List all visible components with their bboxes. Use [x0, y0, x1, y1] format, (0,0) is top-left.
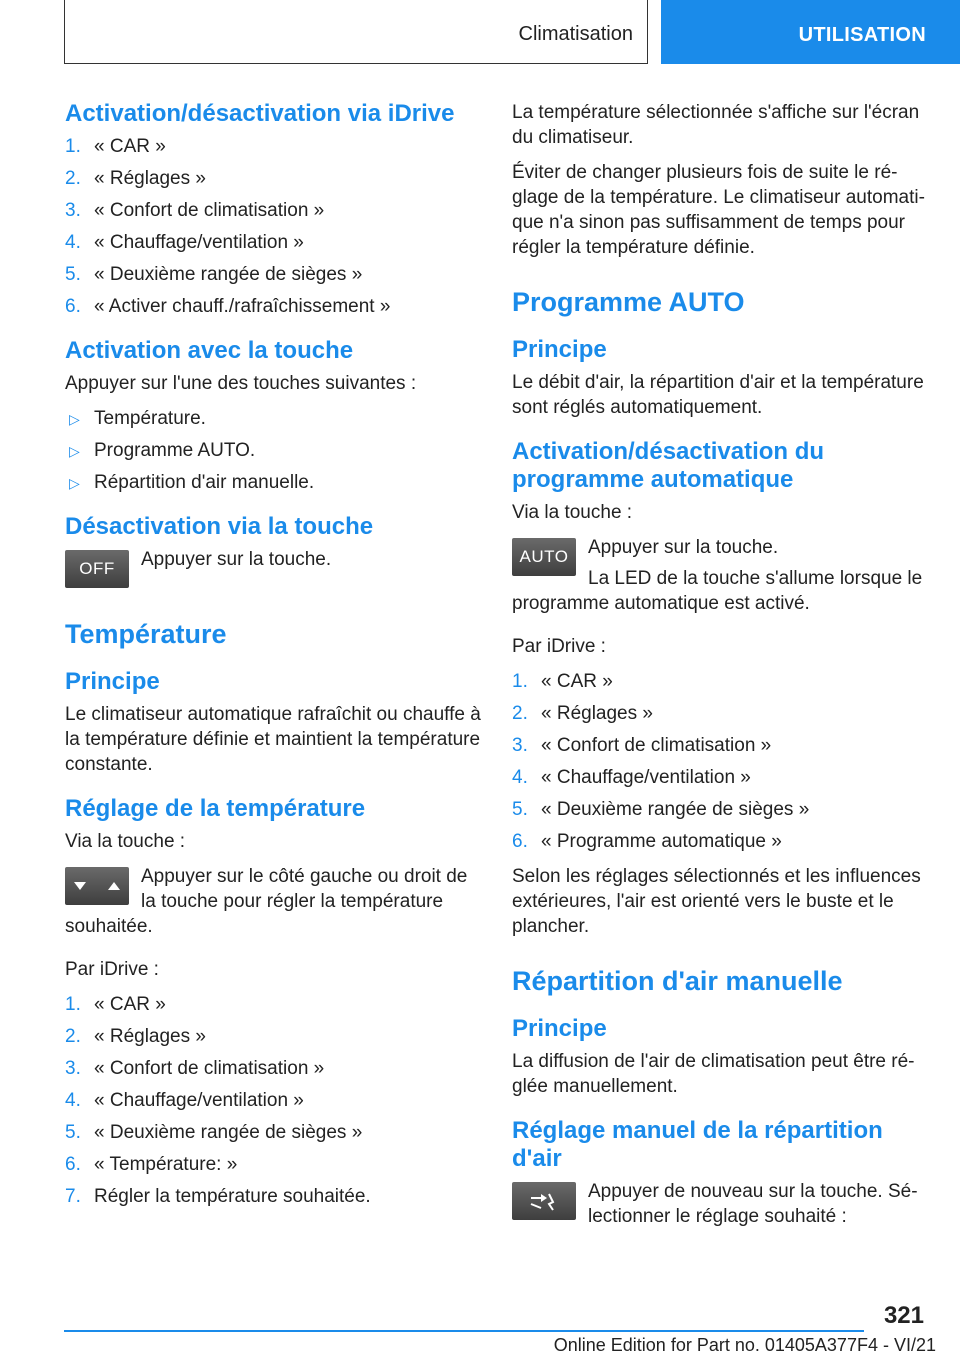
list-item-text: « Confort de climatisation » [541, 735, 772, 756]
idrive-steps-list [65, 134, 483, 319]
list-item [65, 406, 483, 431]
paragraph-diffusion: La diffusion de l'air de climatisation peut être réglée manuellement. [512, 1051, 915, 1097]
list-item-text: Régler la température souhaitée. [94, 1186, 371, 1207]
triangle-bullet-icon: ▷ [69, 411, 80, 427]
triangle-bullet-icon: ▷ [69, 475, 80, 491]
heading-temperature: Température [65, 619, 227, 649]
list-number: 3. [65, 200, 81, 221]
list-item-text: « CAR » [541, 671, 613, 692]
paragraph-arrows-b: souhaitée. [65, 916, 153, 937]
list-number: 5. [65, 1122, 81, 1143]
paragraph-temp-display: La température sélectionnée s'affiche sur l'écran du climatiseur. [512, 102, 920, 148]
list-number: 1. [65, 994, 81, 1015]
heading-reglage-manuel: Réglage manuel de la répartition d'air [512, 1117, 883, 1172]
list-item [65, 294, 483, 319]
list-number: 2. [65, 168, 81, 189]
list-item-text: « Chauffage/ventilation » [94, 1090, 304, 1111]
paragraph-auto-led-b: programme automatique est activé. [512, 593, 810, 614]
list-number: 2. [65, 1026, 81, 1047]
list-number: 4. [512, 767, 528, 788]
list-item [65, 1056, 483, 1081]
paragraph-selon: Selon les réglages sélectionnés et les influences extérieures, l'air est orienté vers le buste et le plancher. [512, 866, 921, 937]
paragraph-auto-led-a: La LED de la touche s'allume lorsque le [588, 568, 923, 589]
list-item [65, 1024, 483, 1049]
list-item [65, 134, 483, 159]
paragraph-touche: Appuyer sur l'une des touches suivantes : [65, 373, 417, 394]
list-item [65, 198, 483, 223]
up-down-arrows-icon [72, 878, 122, 894]
heading-activation-idrive: Activation/désactivation via iDrive [65, 100, 455, 127]
paragraph-principe: Le climatiseur automatique rafraîchit ou chauffe à la température définie et maintient la température constante. [65, 704, 481, 775]
list-number: 1. [512, 671, 528, 692]
paragraph-off: Appuyer sur la touche. [141, 549, 332, 570]
list-item [512, 765, 932, 790]
left-column [65, 100, 483, 1219]
list-item [512, 797, 932, 822]
heading-repartition-manuelle: Répartition d'air manuelle [512, 966, 843, 996]
auto-key-label: AUTO [519, 547, 569, 566]
paragraph-manuel: Appuyer de nouveau sur la touche. Sélectionner le réglage souhaité : [588, 1181, 918, 1227]
paragraph-via-touche-auto: Via la touche : [512, 502, 633, 523]
heading-activation-touche: Activation avec la touche [65, 337, 354, 364]
list-number: 5. [65, 264, 81, 285]
list-item [512, 829, 932, 854]
off-key-row [65, 547, 483, 588]
list-item [512, 733, 932, 758]
list-item-text: Répartition d'air manuelle. [94, 472, 315, 493]
temperature-arrows-key-icon [65, 867, 129, 905]
page-number: 321 [883, 1302, 924, 1329]
auto-steps-list [512, 669, 932, 854]
list-item [65, 1152, 483, 1177]
paragraph-via-touche: Via la touche : [65, 831, 186, 852]
auto-key-icon [512, 538, 576, 576]
list-item-text: « Réglages » [541, 703, 653, 724]
list-item-text: « CAR » [94, 994, 166, 1015]
right-column [512, 100, 932, 1235]
chapter-title-text: UTILISATION [798, 23, 926, 46]
list-item-text: « Deuxième rangée de sièges » [541, 799, 810, 820]
list-item [65, 992, 483, 1017]
paragraph-principe-auto: Le débit d'air, la répartition d'air et la température sont réglés automatiquement. [512, 372, 924, 418]
list-number: 3. [65, 1058, 81, 1079]
header-section-title [64, 0, 648, 64]
list-number: 3. [512, 735, 528, 756]
airflow-key-row [512, 1179, 932, 1235]
triangle-bullet-icon: ▷ [69, 443, 80, 459]
list-number: 4. [65, 232, 81, 253]
list-item-text: « Température: » [94, 1154, 238, 1175]
header-chapter-tab[interactable] [661, 0, 960, 64]
list-item-text: « Chauffage/ventilation » [541, 767, 751, 788]
list-item-text: « Réglages » [94, 1026, 206, 1047]
paragraph-avoid-change: Éviter de changer plusieurs fois de suite le réglage de la température. Le climatiseur automatique n'a sinon pas suffisamment de temps pour régler la température définie. [512, 162, 925, 258]
heading-activation-auto: Activation/désactivation du programme automatique [512, 438, 825, 493]
list-item-text: « Deuxième rangée de sièges » [94, 264, 363, 285]
heading-principe-auto: Principe [512, 336, 607, 363]
list-item-text: « Confort de climatisation » [94, 1058, 325, 1079]
airflow-key-icon [512, 1182, 576, 1220]
list-item [65, 470, 483, 495]
heading-desactivation: Désactivation via la touche [65, 513, 374, 540]
list-number: 1. [65, 136, 81, 157]
section-title-text: Climatisation [518, 23, 633, 45]
list-number: 7. [65, 1186, 81, 1207]
list-number: 6. [65, 296, 81, 317]
list-item [65, 166, 483, 191]
list-item-text: « Confort de climatisation » [94, 200, 325, 221]
paragraph-arrows-a: Appuyer sur le côté gauche ou droit de la touche pour régler la température [141, 866, 468, 912]
list-item [65, 438, 483, 463]
list-item-text: « CAR » [94, 136, 166, 157]
paragraph-auto-press: Appuyer sur la touche. [588, 537, 779, 558]
list-item-text: « Deuxième rangée de sièges » [94, 1122, 363, 1143]
list-item-text: « Programme automatique » [541, 831, 782, 852]
list-item [65, 262, 483, 287]
list-number: 5. [512, 799, 528, 820]
footer-divider [64, 1330, 864, 1332]
list-item-text: « Activer chauff./rafraîchissement » [94, 296, 391, 317]
list-item [65, 230, 483, 255]
heading-reglage-temperature: Réglage de la température [65, 795, 366, 822]
list-number: 4. [65, 1090, 81, 1111]
paragraph-par-idrive-auto: Par iDrive : [512, 636, 606, 657]
list-item [65, 1088, 483, 1113]
list-item-text: Température. [94, 408, 206, 429]
heading-programme-auto: Programme AUTO [512, 287, 745, 317]
off-key-icon [65, 550, 129, 588]
auto-key-row [512, 535, 932, 591]
list-number: 6. [65, 1154, 81, 1175]
off-key-label: OFF [79, 559, 115, 578]
list-number: 2. [512, 703, 528, 724]
edition-info: Online Edition for Part no. 01405A377F4 - VI/21 [553, 1335, 936, 1355]
air-distribution-icon [527, 1190, 561, 1212]
list-item-text: Programme AUTO. [94, 440, 256, 461]
list-item [512, 669, 932, 694]
heading-principe: Principe [65, 668, 160, 695]
list-item [65, 1184, 483, 1209]
list-item-text: « Chauffage/ventilation » [94, 232, 304, 253]
list-item [512, 701, 932, 726]
arrows-key-row [65, 864, 483, 914]
list-item [65, 1120, 483, 1145]
paragraph-par-idrive: Par iDrive : [65, 959, 159, 980]
touche-options-list [65, 406, 483, 495]
list-number: 6. [512, 831, 528, 852]
heading-principe-repartition: Principe [512, 1015, 607, 1042]
temperature-steps-list [65, 992, 483, 1209]
list-item-text: « Réglages » [94, 168, 206, 189]
